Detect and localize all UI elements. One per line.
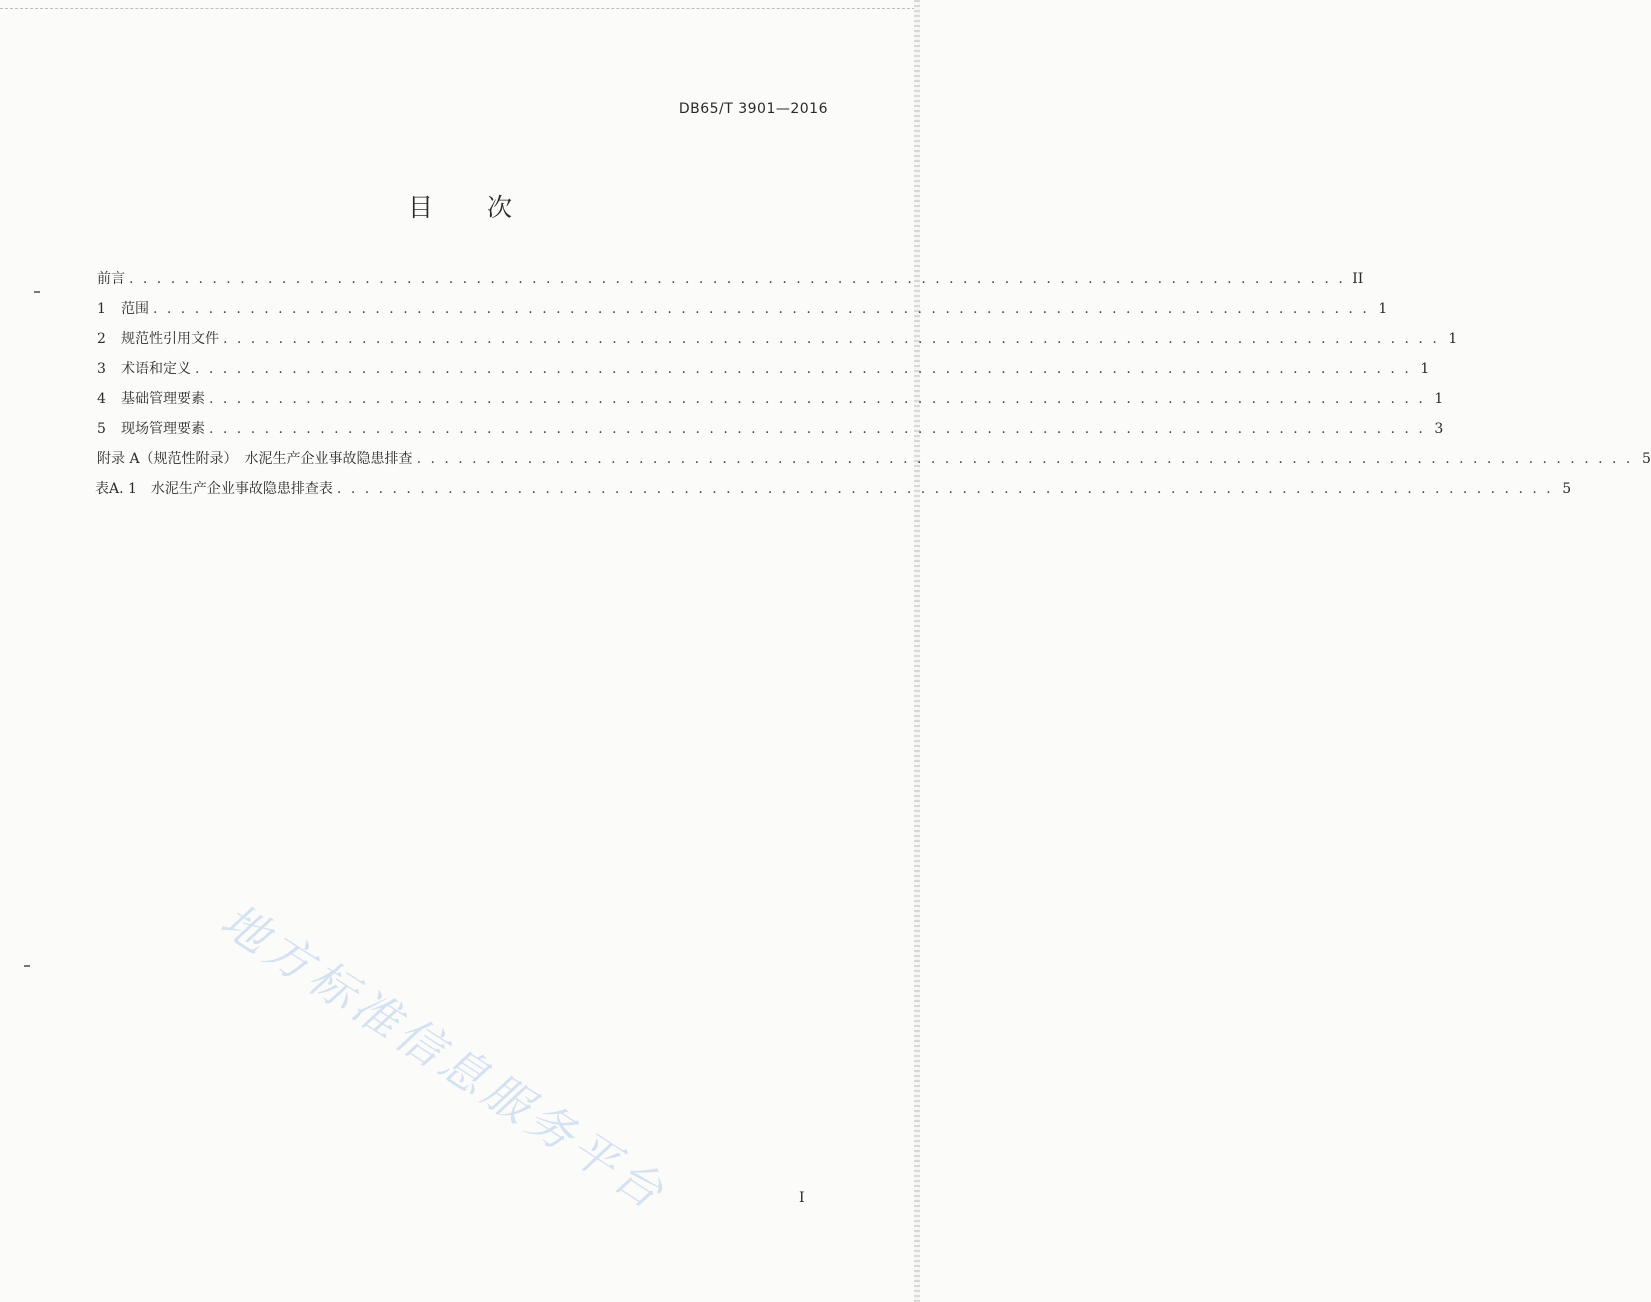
toc-leader-dots: . . . . . . . . . . . . . . . . . . . . . . . . . . . . . . . . . . . . . . . . . . . . . . . . . . . . . . . . . . . . . . . . . . . . . . . . . . . . . . . . . . . . . . . . (209, 421, 1426, 437)
toc-entry-basic-management[interactable] (97, 384, 1444, 414)
toc-entry-page: 1 (1434, 391, 1444, 407)
toc-entry-label: 附录 A（规范性附录） 水泥生产企业事故隐患排查 (97, 451, 413, 467)
toc-title-char: 次 (487, 193, 513, 222)
toc-entry-table-a1[interactable] (95, 474, 1572, 504)
toc-entry-page: 1 (1420, 361, 1430, 377)
scan-speck (34, 291, 40, 293)
toc-leader-dots: . . . . . . . . . . . . . . . . . . . . . . . . . . . . . . . . . . . . . . . . . . . . . . . . . . . . . . . . . . . . . . . . . . . . . . . . . . . . . . . . . . . . . . . . (129, 271, 1346, 287)
page-number: I (799, 1190, 805, 1206)
toc-entry-number: 2 (97, 331, 106, 347)
toc-entry-number: 1 (97, 301, 106, 317)
toc-entry-foreword[interactable] (97, 264, 1364, 294)
toc-entry-label: 现场管理要素 (121, 421, 205, 437)
toc-leader-dots: . . . . . . . . . . . . . . . . . . . . . . . . . . . . . . . . . . . . . . . . . . . . . . . . . . . . . . . . . . . . . . . . . . . . . . . . . . . . . . . . . . . . . . . . (195, 361, 1412, 377)
toc-entry-scope[interactable] (97, 294, 1388, 324)
toc-entry-appendix-a[interactable] (97, 444, 1651, 474)
toc-entry-page: 3 (1434, 421, 1444, 437)
toc-title (0, 188, 920, 224)
toc-entry-number: 3 (97, 361, 106, 377)
toc-entry-normative-references[interactable] (97, 324, 1458, 354)
toc-entry-label: 范围 (121, 301, 149, 317)
toc-entry-page: 5 (1641, 451, 1651, 467)
toc-list (95, 264, 1651, 504)
scan-speck (24, 965, 30, 967)
toc-leader-dots: . . . . . . . . . . . . . . . . . . . . . . . . . . . . . . . . . . . . . . . . . . . . . . . . . . . . . . . . . . . . . . . . . . . . . . . . . . . . . . . . . . . . . . . . (336, 481, 1554, 497)
toc-entry-label: 术语和定义 (121, 361, 191, 377)
standard-code: DB65/T 3901—2016 (678, 101, 828, 117)
toc-entry-number: 5 (97, 421, 106, 437)
toc-entry-terms-definitions[interactable] (97, 354, 1430, 384)
scan-top-edge (0, 0, 920, 9)
toc-leader-dots: . . . . . . . . . . . . . . . . . . . . . . . . . . . . . . . . . . . . . . . . . . . . . . . . . . . . . . . . . . . . . . . . . . . . . . . . . . . . . . . . . . . . . . . . (416, 451, 1633, 467)
toc-leader-dots: . . . . . . . . . . . . . . . . . . . . . . . . . . . . . . . . . . . . . . . . . . . . . . . . . . . . . . . . . . . . . . . . . . . . . . . . . . . . . . . . . . . . . . . . (153, 301, 1370, 317)
toc-entry-site-management[interactable] (97, 414, 1444, 444)
watermark-text: 地方标准信息服务平台 (211, 892, 678, 1222)
toc-entry-page: II (1352, 271, 1364, 287)
toc-entry-number: 4 (97, 391, 106, 407)
toc-entry-page: 1 (1378, 301, 1388, 317)
toc-leader-dots: . . . . . . . . . . . . . . . . . . . . . . . . . . . . . . . . . . . . . . . . . . . . . . . . . . . . . . . . . . . . . . . . . . . . . . . . . . . . . . . . . . . . . . . . (209, 391, 1426, 407)
toc-entry-page: 1 (1448, 331, 1458, 347)
toc-leader-dots: . . . . . . . . . . . . . . . . . . . . . . . . . . . . . . . . . . . . . . . . . . . . . . . . . . . . . . . . . . . . . . . . . . . . . . . . . . . . . . . . . . . . . . . . (223, 331, 1440, 347)
toc-entry-page: 5 (1562, 481, 1572, 497)
toc-entry-label: 规范性引用文件 (121, 331, 219, 347)
toc-title-char: 目 (407, 193, 433, 222)
toc-entry-label: 前言 (97, 271, 125, 287)
toc-entry-label: 表A. 1 水泥生产企业事故隐患排查表 (95, 481, 333, 497)
toc-entry-label: 基础管理要素 (121, 391, 205, 407)
